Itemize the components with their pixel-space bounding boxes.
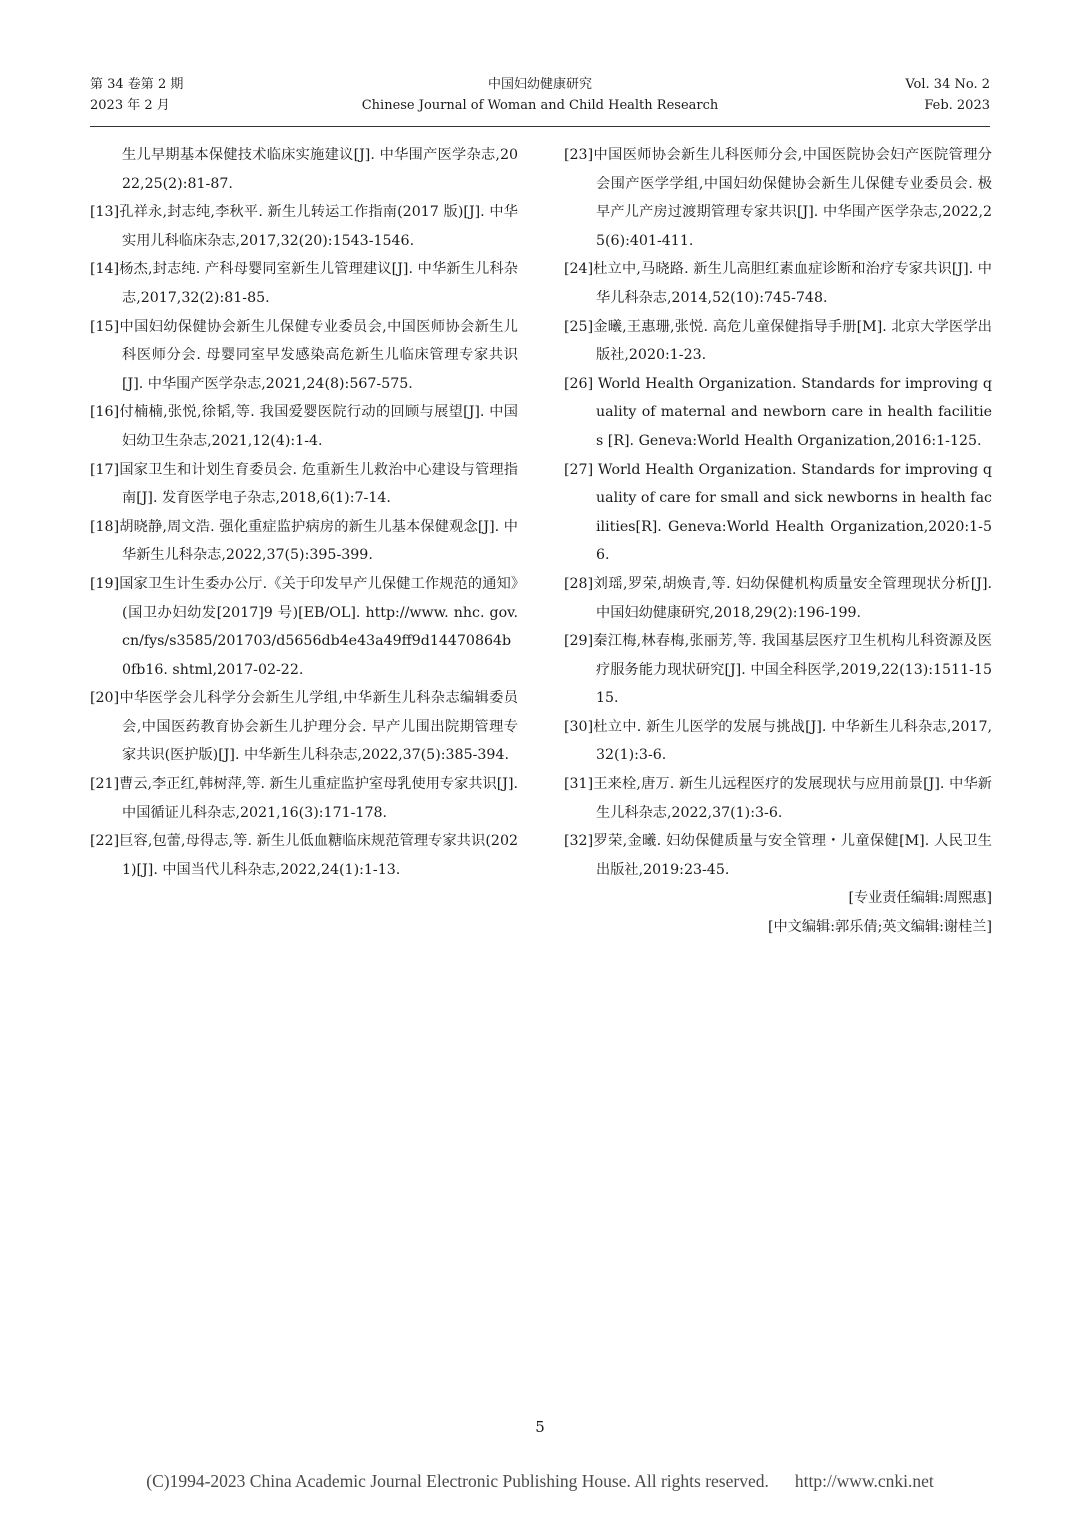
copyright-text: (C)1994-2023 China Academic Journal Electronic Publishing House. All rights reserved.	[146, 1471, 769, 1491]
header-journal-title	[90, 74, 990, 116]
reference-entry: [28]刘瑶,罗荣,胡焕青,等. 妇幼保健机构质量安全管理现状分析[J]. 中国妇幼健康研究,2018,29(2):196-199.	[564, 575, 992, 621]
references-right-column	[564, 141, 992, 942]
running-header	[90, 74, 990, 127]
reference-entry: [25]金曦,王惠珊,张悦. 高危儿童保健指导手册[M]. 北京大学医学出版社,2020:1-23.	[564, 318, 992, 364]
reference-entry: [22]巨容,包蕾,母得志,等. 新生儿低血糖临床规范管理专家共识(2021)[J]. 中国当代儿科杂志,2022,24(1):1-13.	[90, 833, 518, 878]
reference-entry: [32]罗荣,金曦. 妇幼保健质量与安全管理・儿童保健[M]. 人民卫生出版社,2019:23-45.	[564, 833, 992, 878]
journal-title-en: Chinese Journal of Woman and Child Health Research	[361, 98, 719, 113]
reference-entry: [21]曹云,李正红,韩树萍,等. 新生儿重症监护室母乳使用专家共识[J]. 中国循证儿科杂志,2021,16(3):171-178.	[90, 776, 518, 821]
reference-entry: [15]中国妇幼保健协会新生儿保健专业委员会,中国医师协会新生儿科医师分会. 母婴同室早发感染高危新生儿临床管理专家共识[J]. 中华围产医学杂志,2021,24(8):567-575.	[90, 318, 518, 392]
reference-entry: [16]付楠楠,张悦,徐韬,等. 我国爱婴医院行动的回顾与展望[J]. 中国妇幼卫生杂志,2021,12(4):1-4.	[90, 404, 518, 449]
header-volume-issue: 第 34 卷第 2 期	[90, 77, 184, 92]
reference-entry: [31]王来栓,唐万. 新生儿远程医疗的发展现状与应用前景[J]. 中华新生儿科杂志,2022,37(1):3-6.	[564, 776, 992, 821]
reference-entry: [24]杜立中,马晓路. 新生儿高胆红素血症诊断和治疗专家共识[J]. 中华儿科杂志,2014,52(10):745-748.	[564, 261, 992, 306]
reference-continuation: 生儿早期基本保健技术临床实施建议[J]. 中华围产医学杂志,2022,25(2):81-87.	[122, 147, 518, 192]
reference-entry: [29]秦江梅,林春梅,张丽芳,等. 我国基层医疗卫生机构儿科资源及医疗服务能力现状研究[J]. 中国全科医学,2019,22(13):1511-1515.	[564, 633, 992, 707]
reference-entry: [18]胡晓静,周文浩. 强化重症监护病房的新生儿基本保健观念[J]. 中华新生儿科杂志,2022,37(5):395-399.	[90, 518, 518, 564]
editor-credit-language: [中文编辑:郭乐倩;英文编辑:谢桂兰]	[767, 919, 992, 936]
header-volume-info-en	[905, 74, 990, 116]
reference-entry: [17]国家卫生和计划生育委员会. 危重新生儿救治中心建设与管理指南[J]. 发育医学电子杂志,2018,6(1):7-14.	[90, 461, 518, 507]
header-volume-issue-en: Vol. 34 No. 2	[905, 77, 990, 92]
references-left-column	[90, 141, 518, 884]
reference-entry: [20]中华医学会儿科学分会新生儿学组,中华新生儿科杂志编辑委员会,中国医药教育协会新生儿护理分会. 早产儿围出院期管理专家共识(医护版)[J]. 中华新生儿科杂志,2022,37(5):385-394.	[90, 690, 518, 764]
cnki-url: http://www.cnki.net	[794, 1471, 934, 1491]
copyright-footer	[0, 1471, 1080, 1492]
journal-title-cn: 中国妇幼健康研究	[487, 77, 592, 92]
reference-entry: [19]国家卫生计生委办公厅.《关于印发早产儿保健工作规范的通知》(国卫办妇幼发[2017]9 号)[EB/OL]. http://www. nhc. gov. cn/fys/s3585/201703/d5656db4e43a49ff9d14470864b0fb16. shtml,2017-02-22.	[90, 575, 518, 678]
reference-entry: [13]孔祥永,封志纯,李秋平. 新生儿转运工作指南(2017 版)[J]. 中华实用儿科临床杂志,2017,32(20):1543-1546.	[90, 204, 518, 249]
page-number: 5	[535, 1418, 545, 1436]
reference-entry: [26] World Health Organization. Standards for improving quality of maternal and newborn care in health facilities [R]. Geneva:World Health Organization,2016:1-125.	[564, 375, 992, 449]
header-date-en: Feb. 2023	[924, 98, 990, 113]
editor-credit-specialty: [专业责任编辑:周熙惠]	[848, 890, 992, 907]
reference-entry: [30]杜立中. 新生儿医学的发展与挑战[J]. 中华新生儿科杂志,2017,32(1):3-6.	[564, 718, 992, 764]
header-date-cn: 2023 年 2 月	[90, 98, 170, 113]
reference-entry: [27] World Health Organization. Standards for improving quality of care for small and sick newborns in health facilities[R]. Geneva:World Health Organization,2020:1-56.	[564, 461, 992, 564]
reference-entry: [14]杨杰,封志纯. 产科母婴同室新生儿管理建议[J]. 中华新生儿科杂志,2017,32(2):81-85.	[90, 261, 518, 306]
reference-entry: [23]中国医师协会新生儿科医师分会,中国医院协会妇产医院管理分会围产医学学组,中国妇幼保健协会新生儿保健专业委员会. 极早产儿产房过渡期管理专家共识[J]. 中华围产医学杂志,2022,25(6):401-411.	[564, 147, 992, 249]
